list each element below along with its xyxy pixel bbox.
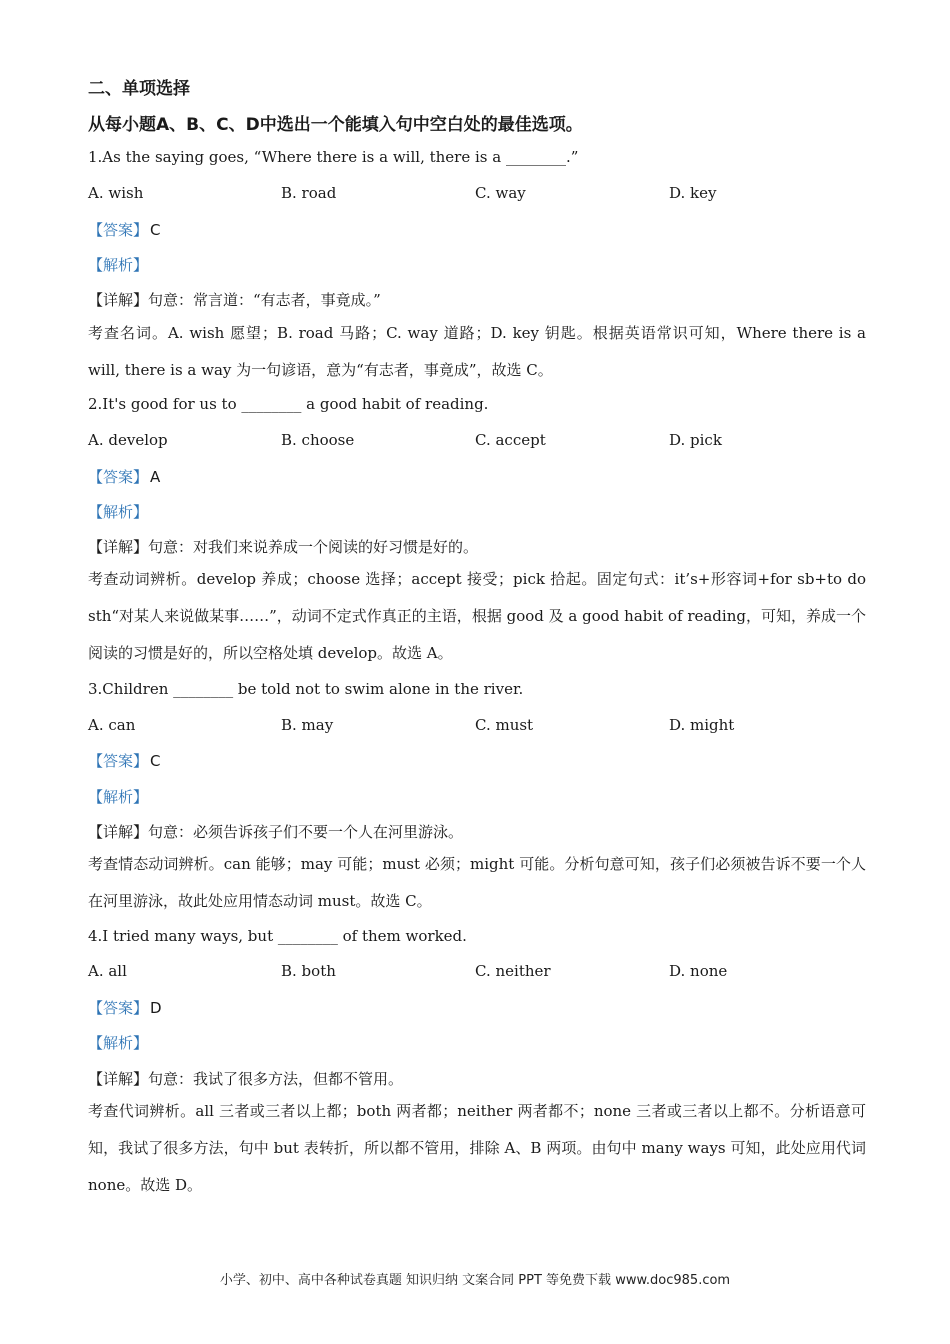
- answer-tag: 【答案】: [88, 468, 149, 486]
- option-b: B. choose: [281, 431, 355, 449]
- option-d: D. pick: [669, 431, 722, 449]
- analysis-line-2: [88, 501, 148, 522]
- option-d: D. might: [669, 716, 735, 734]
- answer-tag: 【答案】: [88, 999, 149, 1017]
- detail-tag: 【详解】: [88, 538, 149, 556]
- option-b: B. may: [281, 716, 334, 734]
- analysis-line-4: [88, 1032, 148, 1053]
- answer-value: C: [150, 221, 161, 239]
- answer-line-3: [88, 750, 161, 771]
- answer-line-4: [88, 997, 162, 1018]
- option-a: A. develop: [88, 431, 168, 449]
- option-c: C. neither: [475, 962, 551, 980]
- explanation-1: 考查名词。A. wish 愿望；B. road 马路；C. way 道路；D. key 钥匙。根据英语常识可知，Where there is a will, there is a way 为一句谚语，意为“有志者，事竟成”，故选 C。: [88, 324, 866, 379]
- option-b: B. both: [281, 962, 336, 980]
- answer-line-1: [88, 219, 161, 240]
- detail-tag: 【详解】: [88, 291, 149, 309]
- question-3-stem: 3.Children ________ be told not to swim alone in the river.: [88, 680, 524, 698]
- explanation-3: 考查情态动词辨析。can 能够；may 可能；must 必须；might 可能。分析句意可知，孩子们必须被告诉不要一个人在河里游泳，故此处应用情态动词 must。故选 C。: [88, 855, 866, 910]
- option-c: C. accept: [475, 431, 546, 449]
- analysis-tag: 【解析】: [88, 1034, 149, 1052]
- explanation-2: 考查动词辨析。develop 养成；choose 选择；accept 接受；pick 拾起。固定句式：it’s+形容词+for sb+to do sth“对某人来说做某事……”，动词不定式作真正的主语，根据 good 及 a good habit of reading，可知，养成一个阅读的习惯是好的，所以空格处填 develop。故选 A。: [88, 570, 866, 662]
- explanation-4: 考查代词辨析。all 三者或三者以上都；both 两者都；neither 两者都不；none 三者或三者以上都不。分析语意可知，我试了很多方法，句中 but 表转折，所以都不管用，排除 A、B 两项。由句中 many ways 可知，此处应用代词 none。故选 D。: [88, 1102, 866, 1194]
- detail-text: 句意：我试了很多方法，但都不管用。: [148, 1070, 404, 1088]
- answer-value: D: [150, 999, 162, 1017]
- option-c: C. must: [475, 716, 534, 734]
- option-a: A. can: [88, 716, 136, 734]
- detail-line-2: [88, 536, 478, 557]
- option-c: C. way: [475, 184, 526, 202]
- answer-value: C: [150, 752, 161, 770]
- answer-tag: 【答案】: [88, 752, 149, 770]
- page-footer: 小学、初中、高中各种试卷真题 知识归纳 文案合同 PPT 等免费下载 www.doc985.com: [219, 1273, 731, 1288]
- detail-text: 句意：常言道：“有志者，事竟成。”: [148, 291, 381, 309]
- analysis-tag: 【解析】: [88, 256, 149, 274]
- instruction: 从每小题A、B、C、D中选出一个能填入句中空白处的最佳选项。: [88, 115, 583, 135]
- option-a: A. wish: [88, 184, 144, 202]
- question-3-options: [88, 716, 868, 738]
- detail-tag: 【详解】: [88, 1070, 149, 1088]
- detail-line-3: [88, 821, 463, 842]
- question-2-options: [88, 431, 868, 453]
- detail-text: 句意：对我们来说养成一个阅读的好习惯是好的。: [148, 538, 479, 556]
- detail-line-1: [88, 289, 381, 310]
- answer-line-2: [88, 466, 160, 487]
- option-a: A. all: [88, 962, 127, 980]
- question-4-options: [88, 962, 868, 984]
- analysis-line-3: [88, 786, 148, 807]
- option-d: D. key: [669, 184, 717, 202]
- question-1-options: [88, 184, 868, 206]
- question-4-stem: 4.I tried many ways, but ________ of them worked.: [88, 927, 467, 945]
- answer-tag: 【答案】: [88, 221, 149, 239]
- option-d: D. none: [669, 962, 728, 980]
- analysis-tag: 【解析】: [88, 788, 149, 806]
- question-1-stem: 1.As the saying goes, “Where there is a will, there is a ________.”: [88, 148, 579, 166]
- analysis-tag: 【解析】: [88, 503, 149, 521]
- analysis-line-1: [88, 254, 148, 275]
- section-title: 二、单项选择: [88, 79, 190, 99]
- detail-line-4: [88, 1068, 403, 1089]
- answer-value: A: [150, 468, 161, 486]
- option-b: B. road: [281, 184, 337, 202]
- question-2-stem: 2.It's good for us to ________ a good habit of reading.: [88, 395, 489, 413]
- detail-text: 句意：必须告诉孩子们不要一个人在河里游泳。: [148, 823, 464, 841]
- detail-tag: 【详解】: [88, 823, 149, 841]
